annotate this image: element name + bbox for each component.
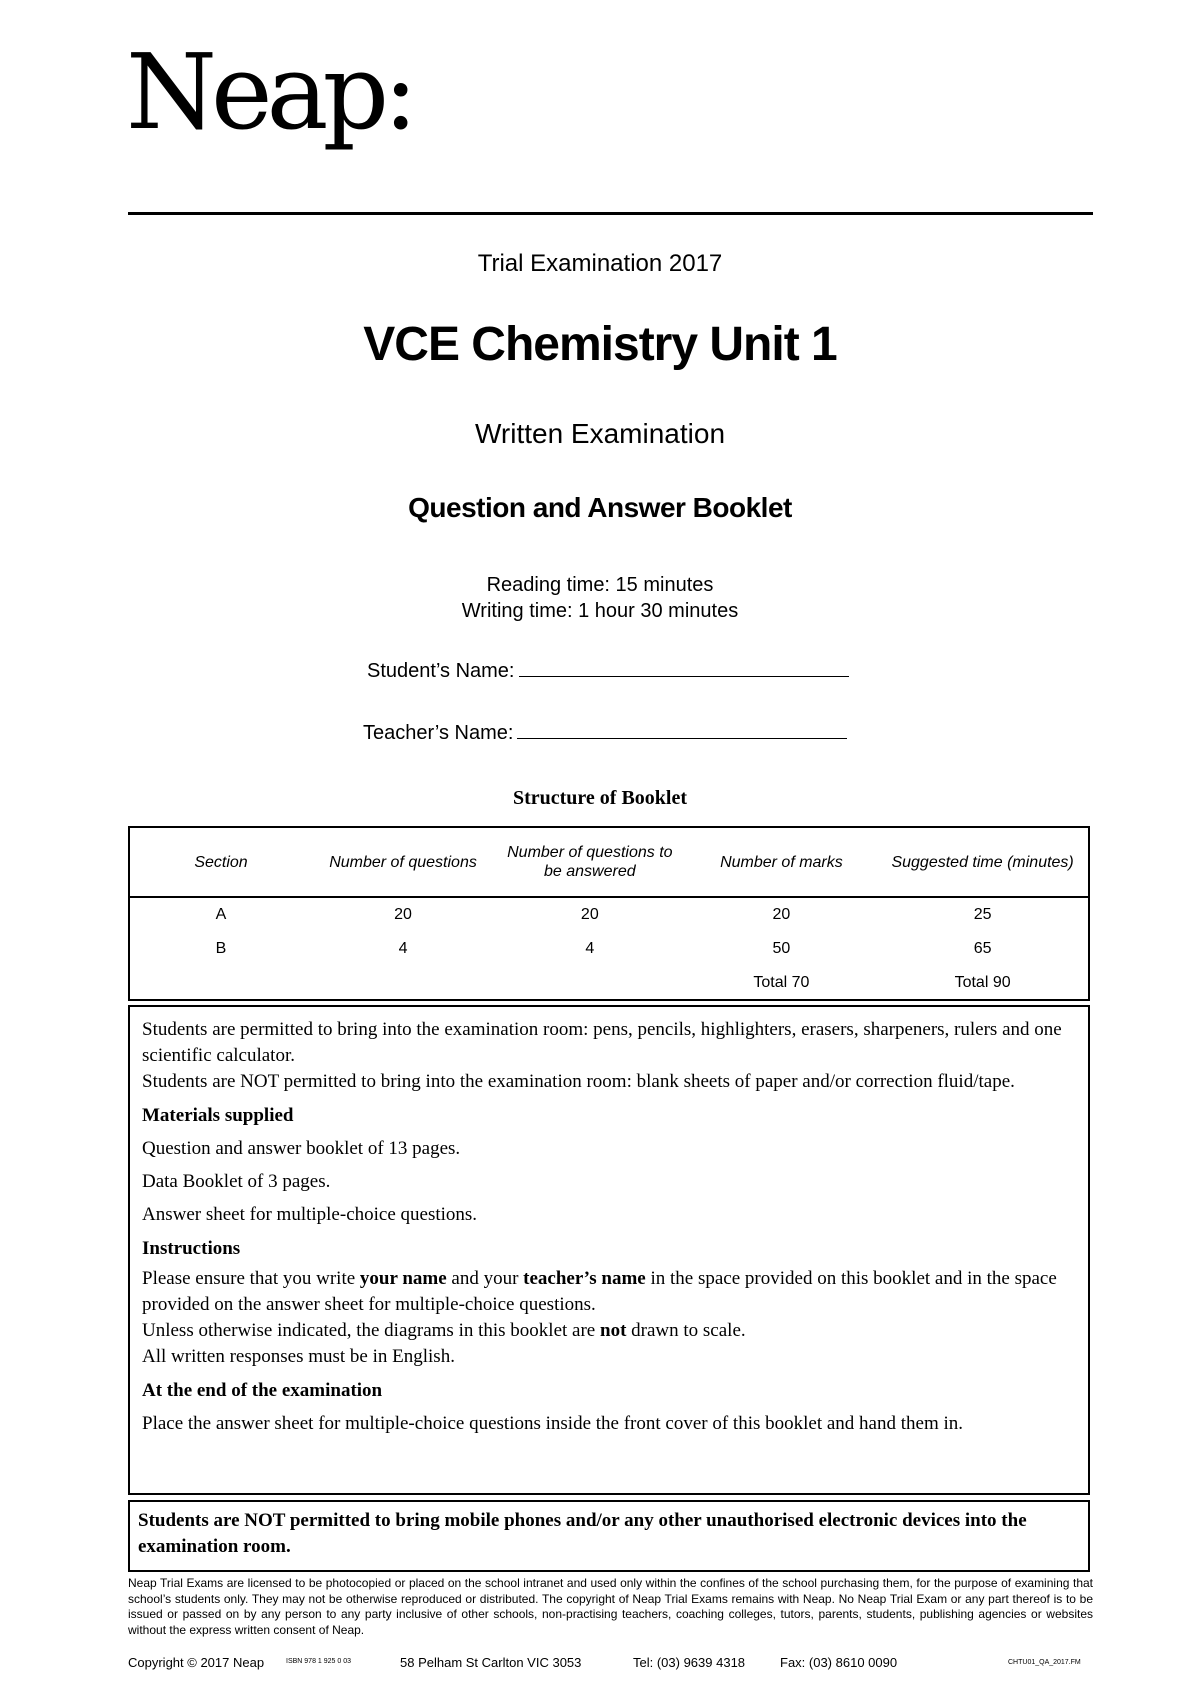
header-section: Section — [130, 828, 312, 897]
teacher-name-label: Teacher’s Name: — [363, 722, 514, 744]
material-item: Data Booklet of 3 pages. — [142, 1171, 331, 1192]
material-item: Answer sheet for multiple-choice questions. — [142, 1204, 478, 1225]
table-cell — [312, 966, 494, 1000]
permitted-items: Students are permitted to bring into the examination room: pens, pencils, highlighters, erasers, sharpeners, rulers and one scientific calculator. — [142, 1019, 1062, 1066]
total-marks: Total 70 — [753, 974, 810, 991]
table-cell: 20 — [580, 906, 599, 923]
materials-heading: Materials supplied — [142, 1105, 294, 1126]
material-item: Question and answer booklet of 13 pages. — [142, 1138, 461, 1159]
structure-table — [130, 828, 1088, 1000]
structure-table-box — [128, 826, 1090, 1001]
table-cell: 4 — [585, 940, 595, 957]
exam-type: Written Examination — [474, 418, 726, 449]
table-cell: 20 — [394, 906, 412, 923]
teacher-name-field[interactable] — [517, 720, 847, 739]
table-row — [130, 966, 1088, 1000]
structure-title: Structure of Booklet — [512, 787, 688, 809]
writing-time: Writing time: 1 hour 30 minutes — [461, 600, 739, 622]
telephone: Tel: (03) 9639 4318 — [633, 1655, 746, 1670]
end-instruction: Place the answer sheet for multiple-choice questions inside the front cover of this booklet and hand them in. — [142, 1413, 963, 1434]
reading-time: Reading time: 15 minutes — [486, 574, 714, 596]
table-cell: 4 — [398, 940, 408, 957]
instructions-box — [128, 1005, 1090, 1495]
table-cell: 65 — [973, 940, 992, 957]
table-cell: 20 — [772, 906, 791, 923]
exam-times — [0, 572, 1200, 624]
isbn: ISBN 978 1 925 0 03 — [286, 1658, 351, 1665]
instruction-names: Please ensure that you write your name and your teacher’s name in the space provided on this booklet and in the space provided on the answer sheet for multiple-choice questions. — [142, 1268, 1057, 1315]
table-row — [130, 897, 1088, 932]
header-num-answered: Number of questions to be answered — [494, 828, 686, 897]
table-row — [130, 932, 1088, 966]
not-permitted-items: Students are NOT permitted to bring into the examination room: blank sheets of paper and/or correction fluid/tape. — [142, 1071, 1015, 1092]
instruction-diagrams: Unless otherwise indicated, the diagrams in this booklet are not drawn to scale. — [142, 1320, 746, 1341]
table-cell: A — [215, 906, 227, 923]
student-name-row — [367, 658, 849, 683]
license-fine-print: Neap Trial Exams are licensed to be photocopied or placed on the school intranet and used only within the confines of the school purchasing them, for the purpose of examining that school’s students only. They may not be otherwise reproduced or distributed. The copyright of Neap Trial Exams remains with Neap. No Neap Trial Exam or any part thereof is to be issued or passed on by any person to any party inclusive of other schools, non-practising teachers, coaching colleges, tutors, parents, students, publishing agencies or websites without the express written consent of Neap. — [128, 1576, 1093, 1637]
student-name-field[interactable] — [519, 658, 849, 677]
fax: Fax: (03) 8610 0090 — [780, 1655, 898, 1670]
table-cell: B — [215, 940, 227, 957]
table-cell: 50 — [772, 940, 791, 957]
page-title: VCE Chemistry Unit 1 — [363, 318, 837, 371]
neap-logo: Neap: — [126, 31, 413, 153]
table-cell: 25 — [973, 906, 992, 923]
address: 58 Pelham St Carlton VIC 3053 — [400, 1655, 582, 1670]
booklet-title: Question and Answer Booklet — [408, 492, 792, 523]
table-cell — [130, 966, 312, 1000]
table-header-row — [130, 828, 1088, 897]
teacher-name-row — [363, 720, 847, 745]
phone-warning: Students are NOT permitted to bring mobile phones and/or any other unauthorised electronic devices into the examination room. — [128, 1500, 1090, 1572]
document-code: CHTU01_QA_2017.FM — [1008, 1659, 1081, 1666]
instruction-english: All written responses must be in English. — [142, 1346, 455, 1367]
header-rule — [128, 212, 1093, 215]
trial-exam-label: Trial Examination 2017 — [477, 250, 723, 277]
header-suggested-time: Suggested time (minutes) — [877, 828, 1088, 897]
header-num-marks: Number of marks — [686, 828, 878, 897]
total-time: Total 90 — [954, 974, 1011, 991]
table-cell — [494, 966, 686, 1000]
copyright: Copyright © 2017 Neap — [128, 1655, 265, 1670]
instructions-heading: Instructions — [142, 1238, 241, 1259]
student-name-label: Student’s Name: — [367, 660, 515, 682]
header-num-questions: Number of questions — [312, 828, 494, 897]
end-heading: At the end of the examination — [142, 1380, 383, 1401]
